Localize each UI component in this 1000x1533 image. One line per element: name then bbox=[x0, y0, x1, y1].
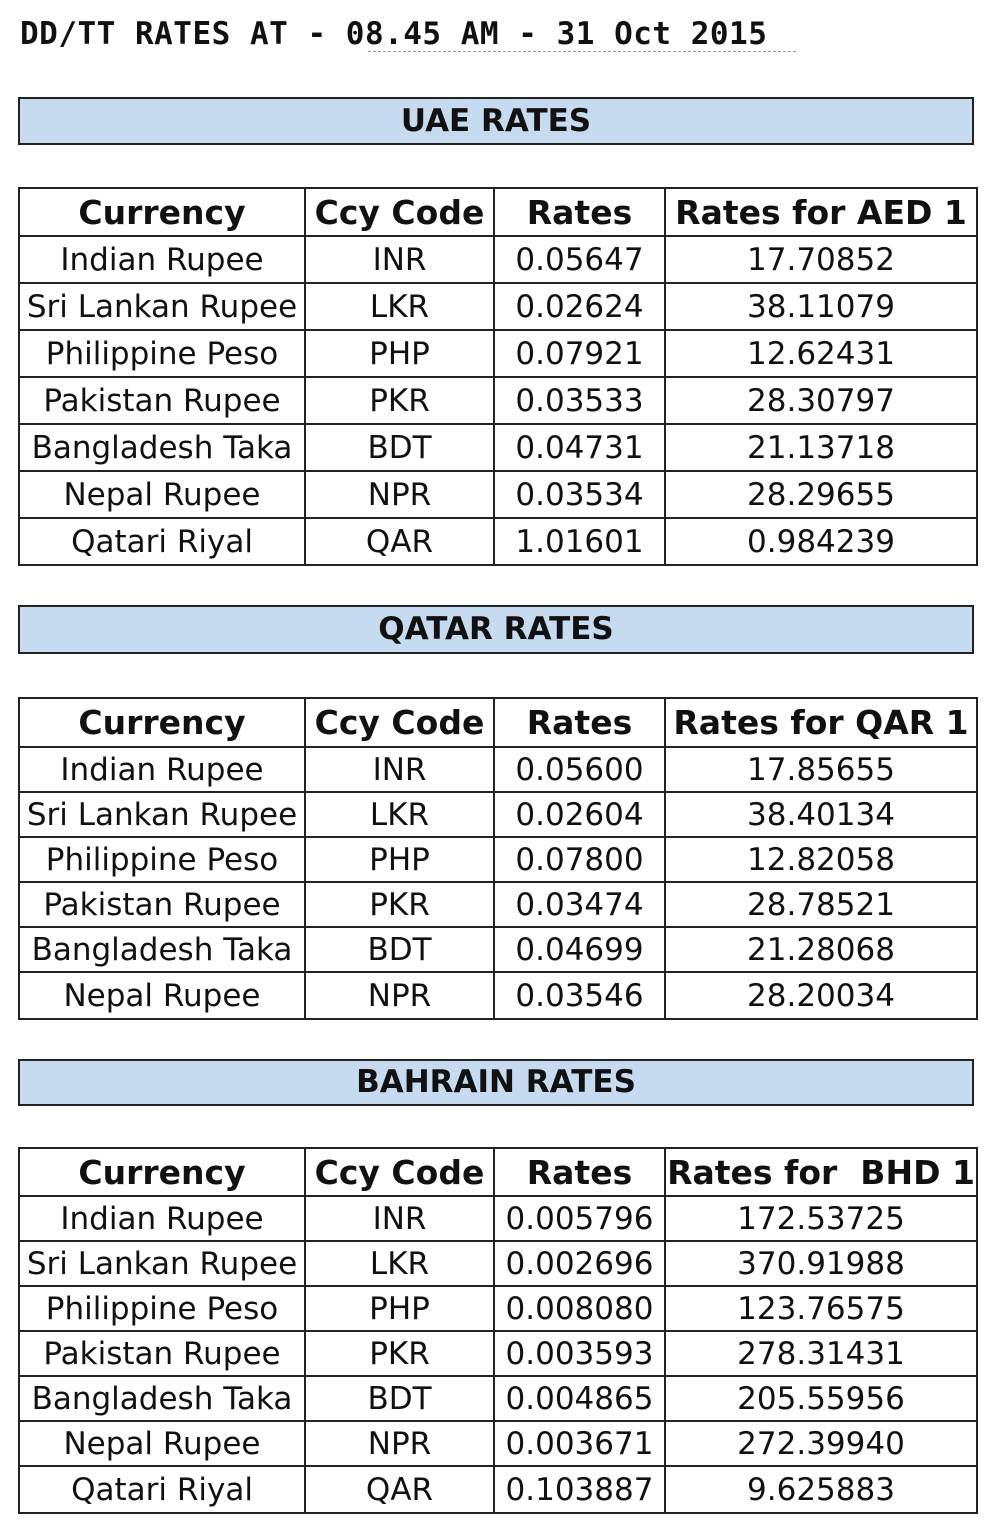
rate-cell: 0.004865 bbox=[494, 1376, 665, 1421]
table-row bbox=[19, 518, 977, 565]
rate-cell: 0.03533 bbox=[494, 377, 665, 424]
table-row bbox=[19, 1466, 977, 1513]
per-unit-cell: 28.30797 bbox=[665, 377, 977, 424]
per-unit-cell: 28.29655 bbox=[665, 471, 977, 518]
table-header-row bbox=[19, 188, 977, 236]
per-unit-cell: 205.55956 bbox=[665, 1376, 977, 1421]
table-row bbox=[19, 747, 977, 792]
per-unit-cell: 38.11079 bbox=[665, 283, 977, 330]
currency-cell: Sri Lankan Rupee bbox=[19, 792, 305, 837]
rate-cell: 0.02624 bbox=[494, 283, 665, 330]
code-cell: QAR bbox=[305, 1466, 494, 1513]
table-row bbox=[19, 1286, 977, 1331]
per-unit-cell: 123.76575 bbox=[665, 1286, 977, 1331]
ccy-code-header: Ccy Code bbox=[305, 1148, 494, 1196]
currency-cell: Sri Lankan Rupee bbox=[19, 283, 305, 330]
currency-cell: Indian Rupee bbox=[19, 236, 305, 283]
rate-cell: 0.04699 bbox=[494, 927, 665, 972]
table-row bbox=[19, 330, 977, 377]
rate-cell: 0.002696 bbox=[494, 1241, 665, 1286]
table-row bbox=[19, 1196, 977, 1241]
bahrain-rates-table bbox=[18, 1147, 978, 1514]
table-row bbox=[19, 972, 977, 1019]
per-unit-cell: 21.13718 bbox=[665, 424, 977, 471]
currency-header: Currency bbox=[19, 1148, 305, 1196]
currency-cell: Qatari Riyal bbox=[19, 518, 305, 565]
per-unit-cell: 0.984239 bbox=[665, 518, 977, 565]
per-unit-cell: 28.78521 bbox=[665, 882, 977, 927]
rates-header: Rates bbox=[494, 1148, 665, 1196]
currency-cell: Indian Rupee bbox=[19, 1196, 305, 1241]
code-cell: PKR bbox=[305, 882, 494, 927]
code-cell: PHP bbox=[305, 330, 494, 377]
code-cell: BDT bbox=[305, 424, 494, 471]
rate-cell: 0.008080 bbox=[494, 1286, 665, 1331]
table-header-row bbox=[19, 1148, 977, 1196]
currency-cell: Pakistan Rupee bbox=[19, 1331, 305, 1376]
table-row bbox=[19, 1421, 977, 1466]
rate-cell: 0.005796 bbox=[494, 1196, 665, 1241]
ccy-code-header: Ccy Code bbox=[305, 698, 494, 747]
code-cell: INR bbox=[305, 747, 494, 792]
table-row bbox=[19, 471, 977, 518]
rate-cell: 0.103887 bbox=[494, 1466, 665, 1513]
code-cell: PKR bbox=[305, 377, 494, 424]
rate-cell: 1.01601 bbox=[494, 518, 665, 565]
currency-cell: Qatari Riyal bbox=[19, 1466, 305, 1513]
per-unit-cell: 17.85655 bbox=[665, 747, 977, 792]
title-underline bbox=[368, 51, 796, 52]
currency-cell: Philippine Peso bbox=[19, 837, 305, 882]
code-cell: NPR bbox=[305, 972, 494, 1019]
rate-cell: 0.03534 bbox=[494, 471, 665, 518]
currency-cell: Philippine Peso bbox=[19, 1286, 305, 1331]
rates-for-aed-header: Rates for AED 1 bbox=[665, 188, 977, 236]
code-cell: BDT bbox=[305, 927, 494, 972]
ccy-code-header: Ccy Code bbox=[305, 188, 494, 236]
table-row bbox=[19, 1241, 977, 1286]
currency-cell: Pakistan Rupee bbox=[19, 377, 305, 424]
currency-cell: Pakistan Rupee bbox=[19, 882, 305, 927]
currency-cell: Bangladesh Taka bbox=[19, 1376, 305, 1421]
code-cell: NPR bbox=[305, 471, 494, 518]
currency-cell: Nepal Rupee bbox=[19, 471, 305, 518]
rates-header: Rates bbox=[494, 188, 665, 236]
rate-cell: 0.07921 bbox=[494, 330, 665, 377]
bahrain-rates-banner: BAHRAIN RATES bbox=[18, 1059, 974, 1106]
currency-header: Currency bbox=[19, 698, 305, 747]
per-unit-cell: 28.20034 bbox=[665, 972, 977, 1019]
per-unit-cell: 21.28068 bbox=[665, 927, 977, 972]
table-row bbox=[19, 283, 977, 330]
code-cell: BDT bbox=[305, 1376, 494, 1421]
code-cell: INR bbox=[305, 1196, 494, 1241]
table-row bbox=[19, 792, 977, 837]
qatar-rates-table bbox=[18, 697, 978, 1020]
rate-cell: 0.03546 bbox=[494, 972, 665, 1019]
table-row bbox=[19, 236, 977, 283]
table-row bbox=[19, 377, 977, 424]
currency-cell: Bangladesh Taka bbox=[19, 424, 305, 471]
code-cell: LKR bbox=[305, 1241, 494, 1286]
code-cell: LKR bbox=[305, 792, 494, 837]
per-unit-cell: 12.82058 bbox=[665, 837, 977, 882]
code-cell: NPR bbox=[305, 1421, 494, 1466]
rate-cell: 0.03474 bbox=[494, 882, 665, 927]
per-unit-cell: 172.53725 bbox=[665, 1196, 977, 1241]
per-unit-cell: 9.625883 bbox=[665, 1466, 977, 1513]
currency-cell: Nepal Rupee bbox=[19, 1421, 305, 1466]
table-header-row bbox=[19, 698, 977, 747]
rate-cell: 0.05600 bbox=[494, 747, 665, 792]
code-cell: INR bbox=[305, 236, 494, 283]
table-row bbox=[19, 837, 977, 882]
per-unit-cell: 370.91988 bbox=[665, 1241, 977, 1286]
rates-header: Rates bbox=[494, 698, 665, 747]
rates-for-bhd-header: Rates for BHD 1 bbox=[665, 1148, 977, 1196]
uae-rates-banner: UAE RATES bbox=[18, 97, 974, 145]
table-row bbox=[19, 424, 977, 471]
currency-cell: Nepal Rupee bbox=[19, 972, 305, 1019]
rate-cell: 0.05647 bbox=[494, 236, 665, 283]
currency-cell: Philippine Peso bbox=[19, 330, 305, 377]
code-cell: PKR bbox=[305, 1331, 494, 1376]
code-cell: PHP bbox=[305, 1286, 494, 1331]
per-unit-cell: 278.31431 bbox=[665, 1331, 977, 1376]
rate-cell: 0.02604 bbox=[494, 792, 665, 837]
rate-cell: 0.003671 bbox=[494, 1421, 665, 1466]
per-unit-cell: 12.62431 bbox=[665, 330, 977, 377]
currency-cell: Sri Lankan Rupee bbox=[19, 1241, 305, 1286]
rate-cell: 0.07800 bbox=[494, 837, 665, 882]
table-row bbox=[19, 1376, 977, 1421]
code-cell: QAR bbox=[305, 518, 494, 565]
code-cell: LKR bbox=[305, 283, 494, 330]
code-cell: PHP bbox=[305, 837, 494, 882]
table-row bbox=[19, 882, 977, 927]
currency-cell: Indian Rupee bbox=[19, 747, 305, 792]
currency-cell: Bangladesh Taka bbox=[19, 927, 305, 972]
rate-cell: 0.003593 bbox=[494, 1331, 665, 1376]
per-unit-cell: 17.70852 bbox=[665, 236, 977, 283]
uae-rates-table bbox=[18, 187, 978, 566]
rate-cell: 0.04731 bbox=[494, 424, 665, 471]
page-title: DD/TT RATES AT - 08.45 AM - 31 Oct 2015 bbox=[20, 16, 768, 52]
table-row bbox=[19, 1331, 977, 1376]
currency-header: Currency bbox=[19, 188, 305, 236]
qatar-rates-banner: QATAR RATES bbox=[18, 605, 974, 654]
rates-for-qar-header: Rates for QAR 1 bbox=[665, 698, 977, 747]
per-unit-cell: 38.40134 bbox=[665, 792, 977, 837]
table-row bbox=[19, 927, 977, 972]
per-unit-cell: 272.39940 bbox=[665, 1421, 977, 1466]
